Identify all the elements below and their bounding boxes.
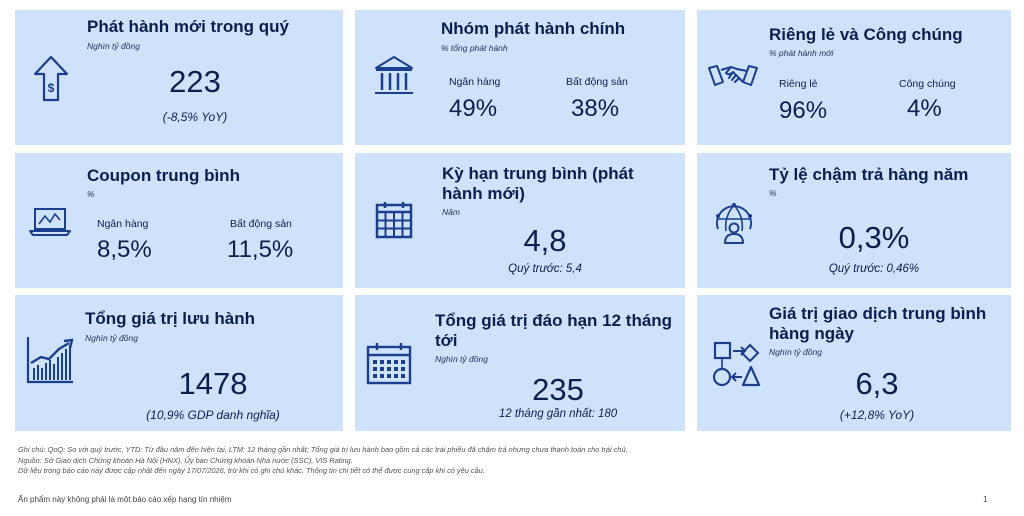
card-value: 1478 [178,366,248,401]
money-up-arrow-icon [31,54,71,104]
card-title-line2: hàng ngày [769,324,855,343]
card-unit: Năm [442,207,460,217]
card-value: 4,8 [523,223,567,258]
card-new-issuance [15,10,343,145]
coupon-realestate-value: 11,5% [227,236,294,263]
card-unit: % [87,189,95,199]
card-title-line1: Kỳ hạn trung bình (phát [442,164,634,183]
card-title: Tỷ lệ chậm trả hàng năm [769,165,969,184]
card-unit: % phát hành mới [769,48,834,58]
card-subtext: (+12,8% YoY) [839,408,915,422]
coupon-realestate-label: Bất động sản [230,218,292,230]
card-default-rate [697,153,1011,288]
card-title: Phát hành mới trong quý [87,17,289,36]
card-unit: % [769,188,777,198]
issuer-bank-value: 49% [449,95,498,122]
card-title-line1: Tổng giá trị đáo hạn 12 tháng [435,311,673,330]
card-unit: Nghìn tỷ đồng [769,347,822,357]
card-unit: % tổng phát hành [441,43,508,53]
card-value: 223 [169,64,221,99]
card-title-line2: hành mới) [442,184,525,203]
shapes-flow-icon [712,341,762,389]
issuer-bank-label: Ngân hàng [449,76,501,88]
card-title-line2: tới [435,331,458,350]
card-avg-tenor [355,153,685,288]
growth-bar-chart-icon [25,335,75,385]
card-daily-trading [697,295,1011,431]
laptop-chart-icon [29,207,71,237]
issuer-realestate-value: 38% [571,95,620,122]
card-subtext: (-8,5% YoY) [162,110,228,124]
card-title-line1: Giá trị giao dịch trung bình [769,304,987,323]
bank-building-icon [373,54,415,98]
notes-line-update: Dữ liệu trong báo cáo này được cập nhật đến ngày 17/07/2026, trừ khi có ghi chú khác. Thông tin chi tiết có thể được cung cấp khi có yêu cầu. [18,466,485,475]
footer-disclaimer: Ấn phẩm này không phải là một báo cáo xếp hạng tín nhiệm [18,495,232,504]
notes-line-definitions: Ghi chú: QoQ: So với quý trước, YTD: Từ đầu năm đến hiện tại, LTM: 12 tháng gần nhất; Tổng giá trị lưu hành bao gồm cả các trái phiếu đã chậm trả nhưng chưa thanh toán cho trái chủ. [18,445,628,454]
issuer-realestate-label: Bất động sản [566,76,628,88]
private-label: Riêng lẻ [779,78,818,90]
page-number: 1 [983,495,988,504]
card-title: Coupon trung bình [87,166,240,185]
public-value: 4% [907,95,942,122]
notes-line-sources: Nguồn: Sở Giao dịch Chứng khoán Hà Nội (HNX), Ủy ban Chứng khoán Nhà nước (SSC), VIS Rating. [18,455,353,465]
card-private-public [697,10,1011,145]
card-subtext: 12 tháng gần nhất: 180 [498,408,618,420]
card-outstanding [15,295,343,431]
svg-text:$: $ [47,81,55,95]
coupon-bank-value: 8,5% [97,236,152,263]
card-avg-coupon [15,153,343,288]
card-subtext: Quý trước: 0,46% [828,263,920,275]
card-title: Nhóm phát hành chính [441,19,626,38]
card-unit: Nghìn tỷ đồng [435,354,488,364]
globe-person-icon [712,201,756,245]
card-title: Riêng lẻ và Công chúng [769,25,963,44]
card-unit: Nghìn tỷ đồng [85,333,138,343]
private-value: 96% [779,97,828,124]
card-title: Tổng giá trị lưu hành [85,309,256,328]
coupon-bank-label: Ngân hàng [97,218,149,230]
card-subtext: Quý trước: 5,4 [508,263,582,275]
card-subtext: (10,9% GDP danh nghĩa) [146,408,280,422]
card-value: 235 [532,372,584,407]
card-unit: Nghìn tỷ đồng [87,41,140,51]
card-maturity [355,295,685,431]
notes [18,445,628,477]
public-label: Công chúng [899,78,956,90]
handshake-icon [707,62,759,92]
calendar-icon [375,201,413,239]
card-main-issuers [355,10,685,145]
card-value: 0,3% [838,220,910,255]
calendar-schedule-icon [366,341,412,385]
card-value: 6,3 [855,366,899,401]
